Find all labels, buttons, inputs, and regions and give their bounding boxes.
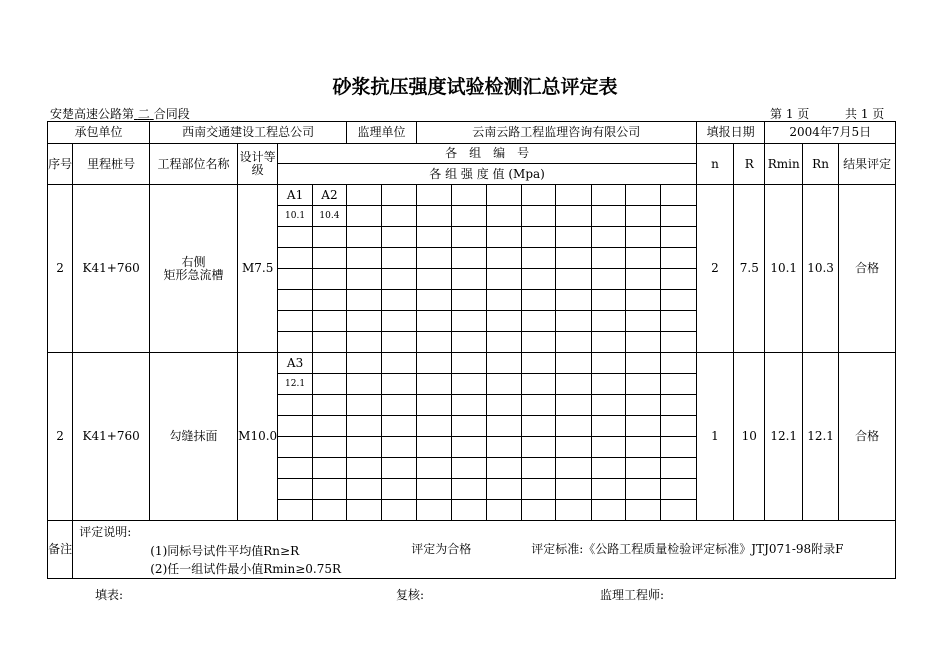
record-grade: M7.5 xyxy=(237,185,277,353)
engineer-signature: 监理工程师: xyxy=(600,588,665,602)
seq-header: 序号 xyxy=(48,144,73,185)
result-header: 结果评定 xyxy=(839,144,896,185)
table-row xyxy=(48,353,896,374)
project-section xyxy=(50,105,190,122)
record-result: 合格 xyxy=(839,185,896,353)
date-label: 填报日期 xyxy=(696,122,765,144)
record-part: 右侧 矩形急流槽 xyxy=(150,185,238,353)
remarks-content xyxy=(73,521,896,579)
project-prefix: 安楚高速公路第 xyxy=(50,107,135,121)
r-header: R xyxy=(734,144,765,185)
remarks-row xyxy=(48,521,896,579)
group-id: A3 xyxy=(278,353,312,374)
part-header: 工程部位名称 xyxy=(150,144,238,185)
record-n: 2 xyxy=(696,185,733,353)
remarks-standard: 评定标准:《公路工程质量检验评定标准》JTJ071-98附录F xyxy=(531,542,844,556)
contractor-value: 西南交通建设工程总公司 xyxy=(150,122,347,144)
record-rn: 12.1 xyxy=(802,353,838,521)
remarks-rule-1: (1)同标号试件平均值Rn≥R xyxy=(150,544,300,558)
group-id: A2 xyxy=(312,185,346,206)
remarks-heading: 评定说明: xyxy=(79,525,132,539)
section-number: 二 xyxy=(137,107,150,121)
table-row xyxy=(48,185,896,206)
record-seq: 2 xyxy=(48,185,73,353)
record-n: 1 xyxy=(696,353,733,521)
remarks-label: 备注 xyxy=(48,521,73,579)
strength-value: 10.4 xyxy=(312,206,346,227)
header-row-columns xyxy=(48,144,896,164)
record-r: 7.5 xyxy=(734,185,765,353)
header-row-units xyxy=(48,122,896,144)
filler-signature: 填表: xyxy=(95,588,124,602)
strength-value: 10.1 xyxy=(278,206,312,227)
project-suffix: 合同段 xyxy=(153,107,190,121)
record-rmin: 10.1 xyxy=(765,185,802,353)
supervisor-label: 监理单位 xyxy=(347,122,417,144)
evaluation-table xyxy=(47,121,896,579)
record-mileage: K41+760 xyxy=(73,185,150,353)
supervisor-value: 云南云路工程监理咨询有限公司 xyxy=(416,122,696,144)
record-grade: M10.0 xyxy=(237,353,277,521)
group-number-header: 各 组 编 号 xyxy=(278,144,696,164)
strength-header: 各 组 强 度 值 (Mpa) xyxy=(278,164,696,185)
remarks-conclusion: 评定为合格 xyxy=(411,542,472,556)
page-title: 砂浆抗压强度试验检测汇总评定表 xyxy=(332,76,618,98)
page-number: 第 1 页 xyxy=(770,107,810,121)
record-result: 合格 xyxy=(839,353,896,521)
contractor-label: 承包单位 xyxy=(48,122,150,144)
record-rmin: 12.1 xyxy=(765,353,802,521)
remarks-rule-2: (2)任一组试件最小值Rmin≥0.75R xyxy=(150,562,342,576)
record-mileage: K41+760 xyxy=(73,353,150,521)
record-seq: 2 xyxy=(48,353,73,521)
rn-header: Rn xyxy=(802,144,838,185)
strength-value: 12.1 xyxy=(278,374,312,395)
mileage-header: 里程桩号 xyxy=(73,144,150,185)
n-header: n xyxy=(696,144,733,185)
rmin-header: Rmin xyxy=(765,144,802,185)
grade-header: 设计等级 xyxy=(237,144,277,185)
group-id: A1 xyxy=(278,185,312,206)
record-part: 勾缝抹面 xyxy=(150,353,238,521)
record-r: 10 xyxy=(734,353,765,521)
record-rn: 10.3 xyxy=(802,185,838,353)
reviewer-signature: 复核: xyxy=(396,588,425,602)
date-value: 2004年7月5日 xyxy=(765,122,896,144)
page-total: 共 1 页 xyxy=(845,107,885,121)
